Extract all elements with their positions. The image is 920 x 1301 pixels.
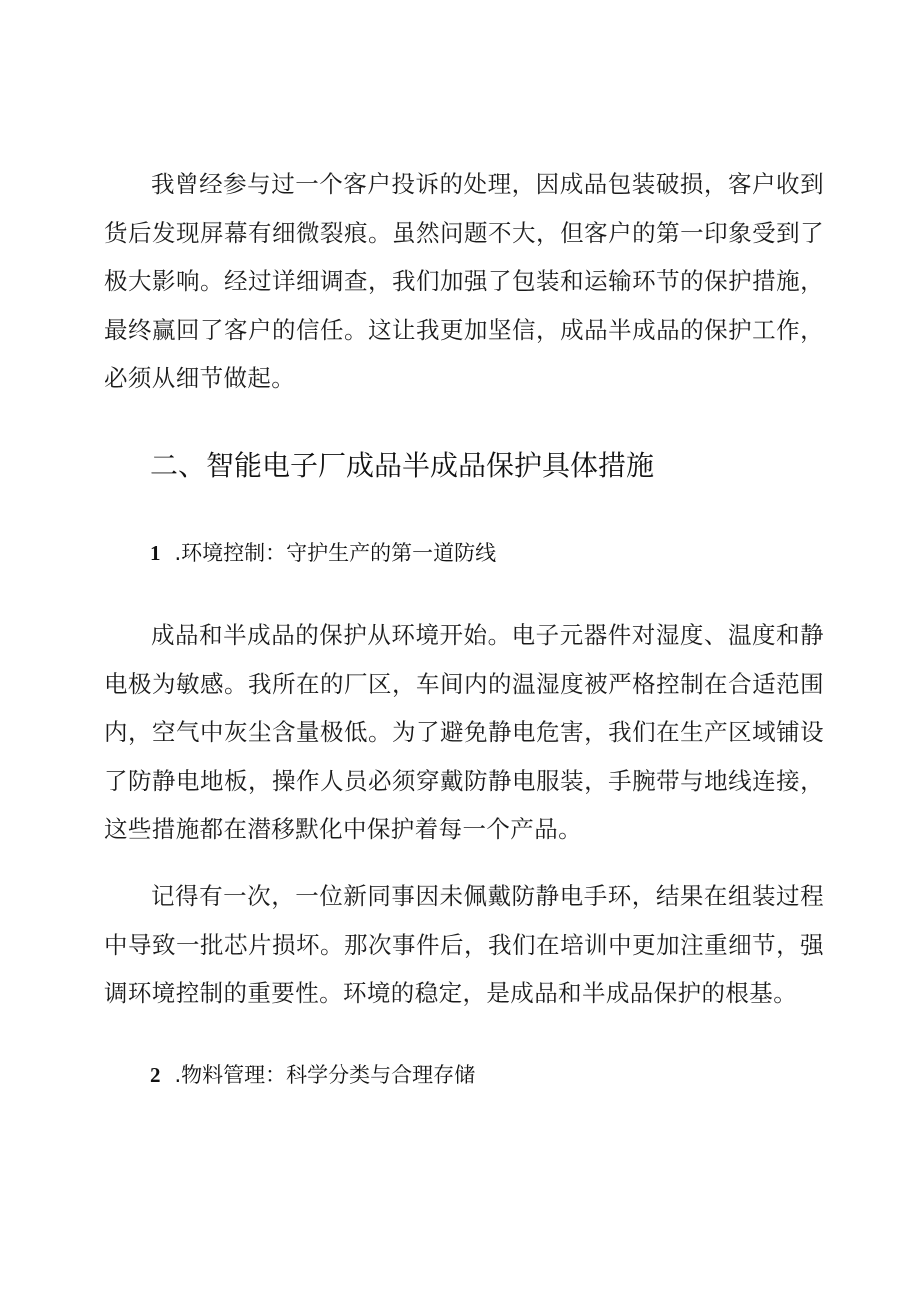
subsection-title: .物料管理：科学分类与合理存储	[174, 1063, 476, 1087]
subsection-title: .环境控制：守护生产的第一道防线	[174, 541, 497, 565]
subsection-heading-1	[150, 537, 496, 569]
paragraph-customer-complaint: 我曾经参与过一个客户投诉的处理，因成品包装破损，客户收到货后发现屏幕有细微裂痕。虽然问题不大，但客户的第一印象受到了极大影响。经过详细调查，我们加强了包装和运输环节的保护措施，最终赢回了客户的信任。这让我更加坚信，成品半成品的保护工作，必须从细节做起。	[104, 170, 824, 392]
paragraph-anecdote: 记得有一次，一位新同事因未佩戴防静电手环，结果在组装过程中导致一批芯片损坏。那次事件后，我们在培训中更加注重细节，强调环境控制的重要性。环境的稳定，是成品和半成品保护的根基。	[104, 882, 824, 1007]
subsection-number: 1	[150, 541, 161, 565]
subsection-heading-2	[150, 1059, 475, 1091]
subsection-number: 2	[150, 1063, 161, 1087]
paragraph-environment-control: 成品和半成品的保护从环境开始。电子元器件对湿度、温度和静电极为敏感。我所在的厂区，车间内的温湿度被严格控制在合适范围内，空气中灰尘含量极低。为了避免静电危害，我们在生产区域铺设了防静电地板，操作人员必须穿戴防静电服装，手腕带与地线连接，这些措施都在潜移默化中保护着每一个产品。	[104, 621, 824, 843]
section-heading: 二、智能电子厂成品半成品保护具体措施	[150, 449, 655, 482]
